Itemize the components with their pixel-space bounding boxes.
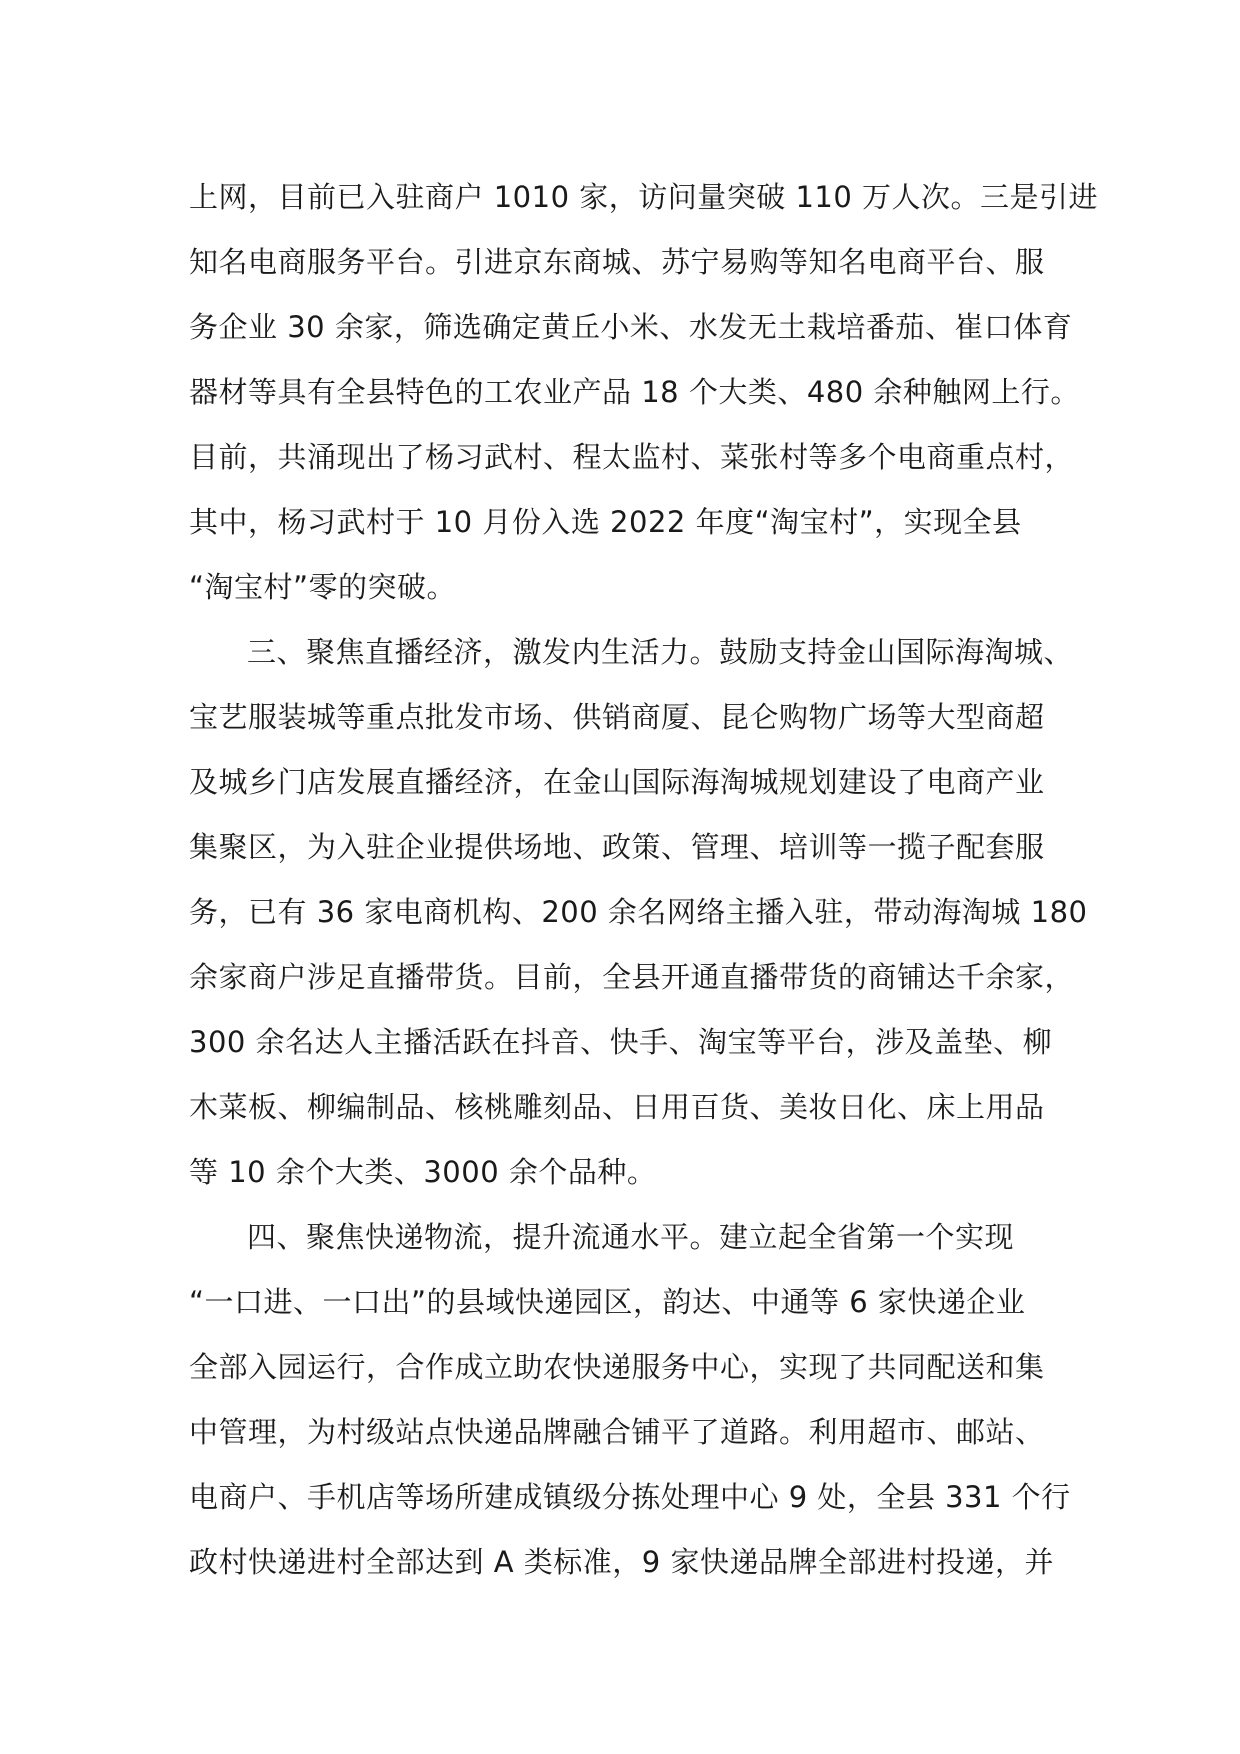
- body-text: [189, 165, 1099, 1595]
- text-line: “淘宝村”零的突破。: [189, 570, 457, 604]
- text-line: 知名电商服务平台。引进京东商城、苏宁易购等知名电商平台、服: [189, 245, 1045, 279]
- text-line: 等 10 余个大类、3000 余个品种。: [189, 1155, 657, 1189]
- paragraph-start-line: 四、聚焦快递物流，提升流通水平。建立起全省第一个实现: [247, 1220, 1015, 1254]
- text-line: 全部入园运行，合作成立助农快递服务中心，实现了共同配送和集: [189, 1350, 1045, 1384]
- text-line: 中管理，为村级站点快递品牌融合铺平了道路。利用超市、邮站、: [189, 1415, 1045, 1449]
- text-line: 及城乡门店发展直播经济，在金山国际海淘城规划建设了电商产业: [189, 765, 1045, 799]
- text-line: 300 余名达人主播活跃在抖音、快手、淘宝等平台，涉及盖垫、柳: [189, 1025, 1053, 1059]
- text-line: 余家商户涉足直播带货。目前，全县开通直播带货的商铺达千余家，: [189, 960, 1075, 994]
- text-line: 木菜板、柳编制品、核桃雕刻品、日用百货、美妆日化、床上用品: [189, 1090, 1045, 1124]
- text-line: 政村快递进村全部达到 A 类标准，9 家快递品牌全部进村投递，并: [189, 1545, 1054, 1579]
- text-line: 目前，共涌现出了杨习武村、程太监村、菜张村等多个电商重点村，: [189, 440, 1075, 474]
- text-line: 器材等具有全县特色的工农业产品 18 个大类、480 余种触网上行。: [189, 375, 1080, 409]
- text-line: “一口进、一口出”的县域快递园区，韵达、中通等 6 家快递企业: [189, 1285, 1026, 1319]
- text-line: 集聚区，为入驻企业提供场地、政策、管理、培训等一揽子配套服: [189, 830, 1045, 864]
- text-line: 电商户、手机店等场所建成镇级分拣处理中心 9 处，全县 331 个行: [189, 1480, 1071, 1514]
- text-line: 务，已有 36 家电商机构、200 余名网络主播入驻，带动海淘城 180: [189, 895, 1088, 929]
- text-line: 宝艺服装城等重点批发市场、供销商厦、昆仑购物广场等大型商超: [189, 700, 1045, 734]
- text-line: 其中，杨习武村于 10 月份入选 2022 年度“淘宝村”，实现全县: [189, 505, 1022, 539]
- text-line: 上网，目前已入驻商户 1010 家，访问量突破 110 万人次。三是引进: [189, 180, 1099, 214]
- paragraph-start-line: 三、聚焦直播经济，激发内生活力。鼓励支持金山国际海淘城、: [247, 635, 1074, 669]
- text-line: 务企业 30 余家，筛选确定黄丘小米、水发无土栽培番茄、崔口体育: [189, 310, 1073, 344]
